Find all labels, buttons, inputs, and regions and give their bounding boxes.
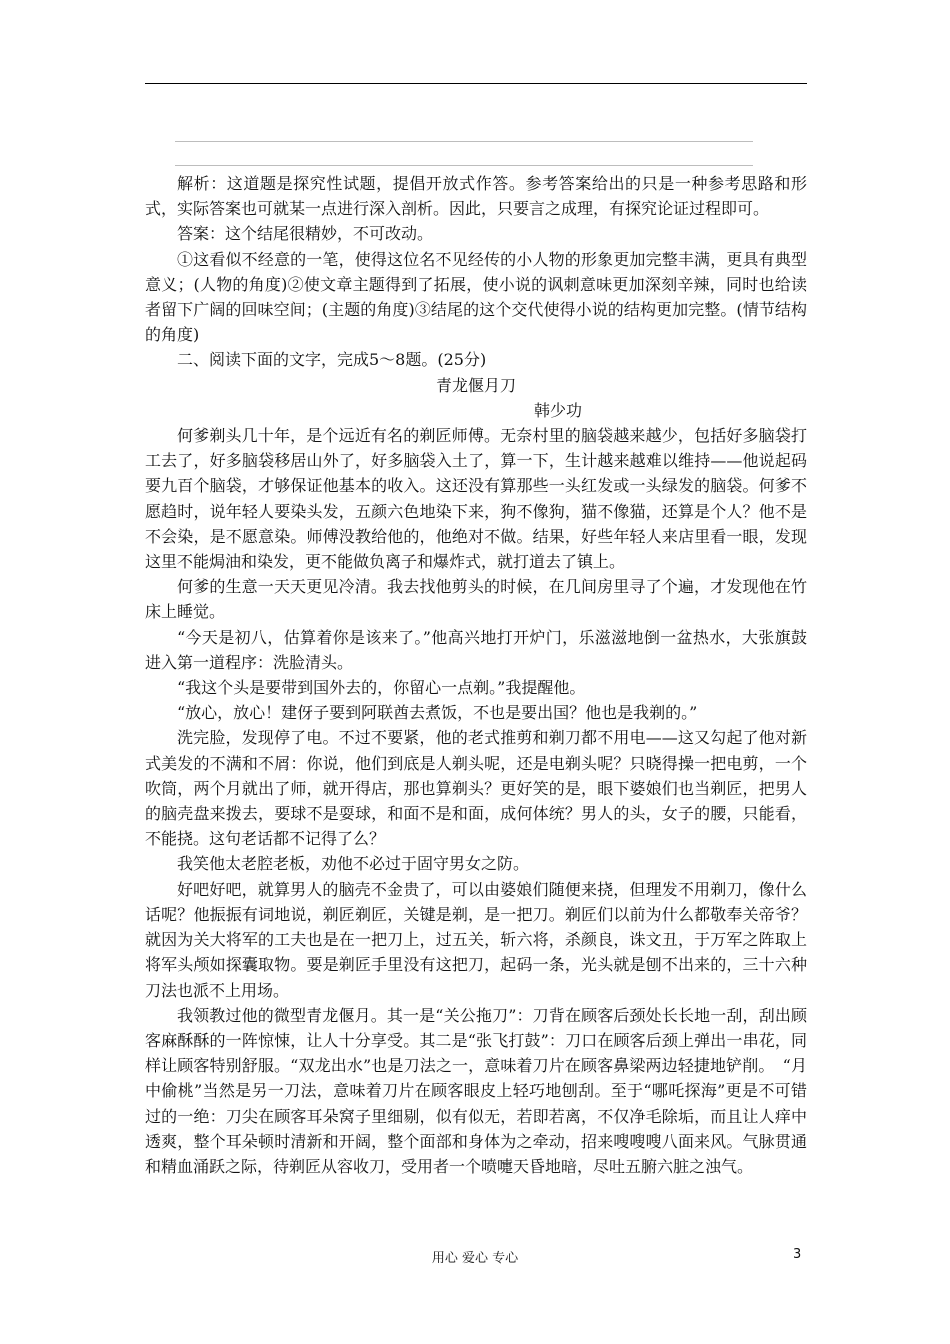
page-number: 3 <box>793 1247 802 1262</box>
footer-slogan: 用心 爱心 专心 <box>431 1251 519 1266</box>
header-rule <box>145 83 807 84</box>
story-paragraph: 我笑他太老腔老板，劝他不必过于固守男女之防。 <box>177 854 530 874</box>
answer-points-paragraph: ①这看似不经意的一笔，使得这位名不见经传的小人物的形象更加完整丰满，更具有典型意义；(人物的角度)②使文章主题得到了拓展，使小说的讽刺意味更加深刻辛辣，同时也给读者留下广阔的回味空间；(主题的角度)③结尾的这个交代使得小说的结构更加完整。(情节结构的角度) <box>145 249 807 345</box>
answer-blank-line-1 <box>175 141 753 142</box>
answer-blank-line-2 <box>175 165 753 166</box>
analysis-paragraph: 解析：这道题是探究性试题，提倡开放式作答。参考答案给出的只是一种参考思路和形式，实际答案也可就某一点进行深入剖析。因此，只要言之成理，有探究论证过程即可。 <box>145 174 807 219</box>
story-paragraph: 好吧好吧，就算男人的脑壳不金贵了，可以由婆娘们随便来挠，但理发不用剃刀，像什么话呢？他振振有词地说，剃匠剃匠，关键是剃，是一把刀。剃匠们以前为什么都敬奉关帝爷？就因为关大将军的工夫也是在一把刀上，过五关，斩六将，杀颜良，诛文丑，于万军之阵取上将军头颅如探囊取物。要是剃匠手里没有这把刀，起码一条，光头就是刨不出来的，三十六种刀法也派不上用场。 <box>145 879 807 1000</box>
story-paragraph: “我这个头是要带到国外去的，你留心一点剃。”我提醒他。 <box>177 678 586 698</box>
story-paragraph: “今天是初八，估算着你是该来了。”他高兴地打开炉门，乐滋滋地倒一盆热水，大张旗鼓进入第一道程序：洗脸清头。 <box>145 627 807 672</box>
story-author: 韩少功 <box>533 400 582 420</box>
story-paragraph: 我领教过他的微型青龙偃月。其一是“关公拖刀”：刀背在顾客后颈处长长地一刮，刮出顾客麻酥酥的一阵惊悚，让人十分享受。其二是“张飞打鼓”：刀口在顾客后颈上弹出一串花，同样让顾客特别舒服。“双龙出水”也是刀法之一，意味着刀片在顾客鼻梁两边轻捷地铲削。 “月中偷桃”当然是另一刀法，意味着刀片在顾客眼皮上轻巧地刨刮。至于“哪吒探海”更是不可错过的一绝：刀尖在顾客耳朵窝子里细剔，似有似无，若即若离，不仅净毛除垢，而且让人痒中透爽，整个耳朵顿时清新和开阔，整个面部和身体为之牵动，招来嗖嗖嗖八面来风。气脉贯通和精血涌跃之际，待剃匠从容收刀，受用者一个喷嚏天昏地暗，尽吐五腑六脏之浊气。 <box>145 1005 807 1176</box>
answer-paragraph: 答案：这个结尾很精妙，不可改动。 <box>177 224 434 244</box>
story-paragraph: 何爹的生意一天天更见冷清。我去找他剪头的时候，在几间房里寻了个遍，才发现他在竹床上睡觉。 <box>145 577 807 622</box>
story-paragraph: “放心，放心！建伢子要到阿联酋去煮饭，不也是要出国？他也是我剃的。” <box>177 703 698 723</box>
document-body <box>145 171 807 1179</box>
story-title: 青龙偃月刀 <box>435 375 516 395</box>
section-heading: 二、阅读下面的文字，完成5～8题。(25分) <box>177 350 487 370</box>
story-paragraph: 洗完脸，发现停了电。不过不要紧，他的老式推剪和剃刀都不用电——这又勾起了他对新式美发的不满和不屑：你说，他们到底是人剃头呢，还是电剃头呢？只晓得操一把电剪，一个吹筒，两个月就出了师，就开得店，那也算剃头？更好笑的是，眼下婆娘们也当剃匠，把男人的脑壳盘来拨去，要球不是耍球，和面不是和面，成何体统？男人的头，女子的腰，只能看，不能挠。这句老话都不记得了么？ <box>145 728 807 849</box>
story-paragraph: 何爹剃头几十年，是个远近有名的剃匠师傅。无奈村里的脑袋越来越少，包括好多脑袋打工去了，好多脑袋移居山外了，好多脑袋入土了，算一下，生计越来越难以维持——他说起码要九百个脑袋，才够保证他基本的收入。这还没有算那些一头红发或一头绿发的脑袋。何爹不愿趋时，说年轻人要染头发，五颜六色地染下来，狗不像狗，猫不像猫，还算是个人？他不是不会染，是不愿意染。师傅没教给他的，他绝对不做。结果，好些年轻人来店里看一眼，发现这里不能焗油和染发，更不能做负离子和爆炸式，就打道去了镇上。 <box>145 426 807 572</box>
